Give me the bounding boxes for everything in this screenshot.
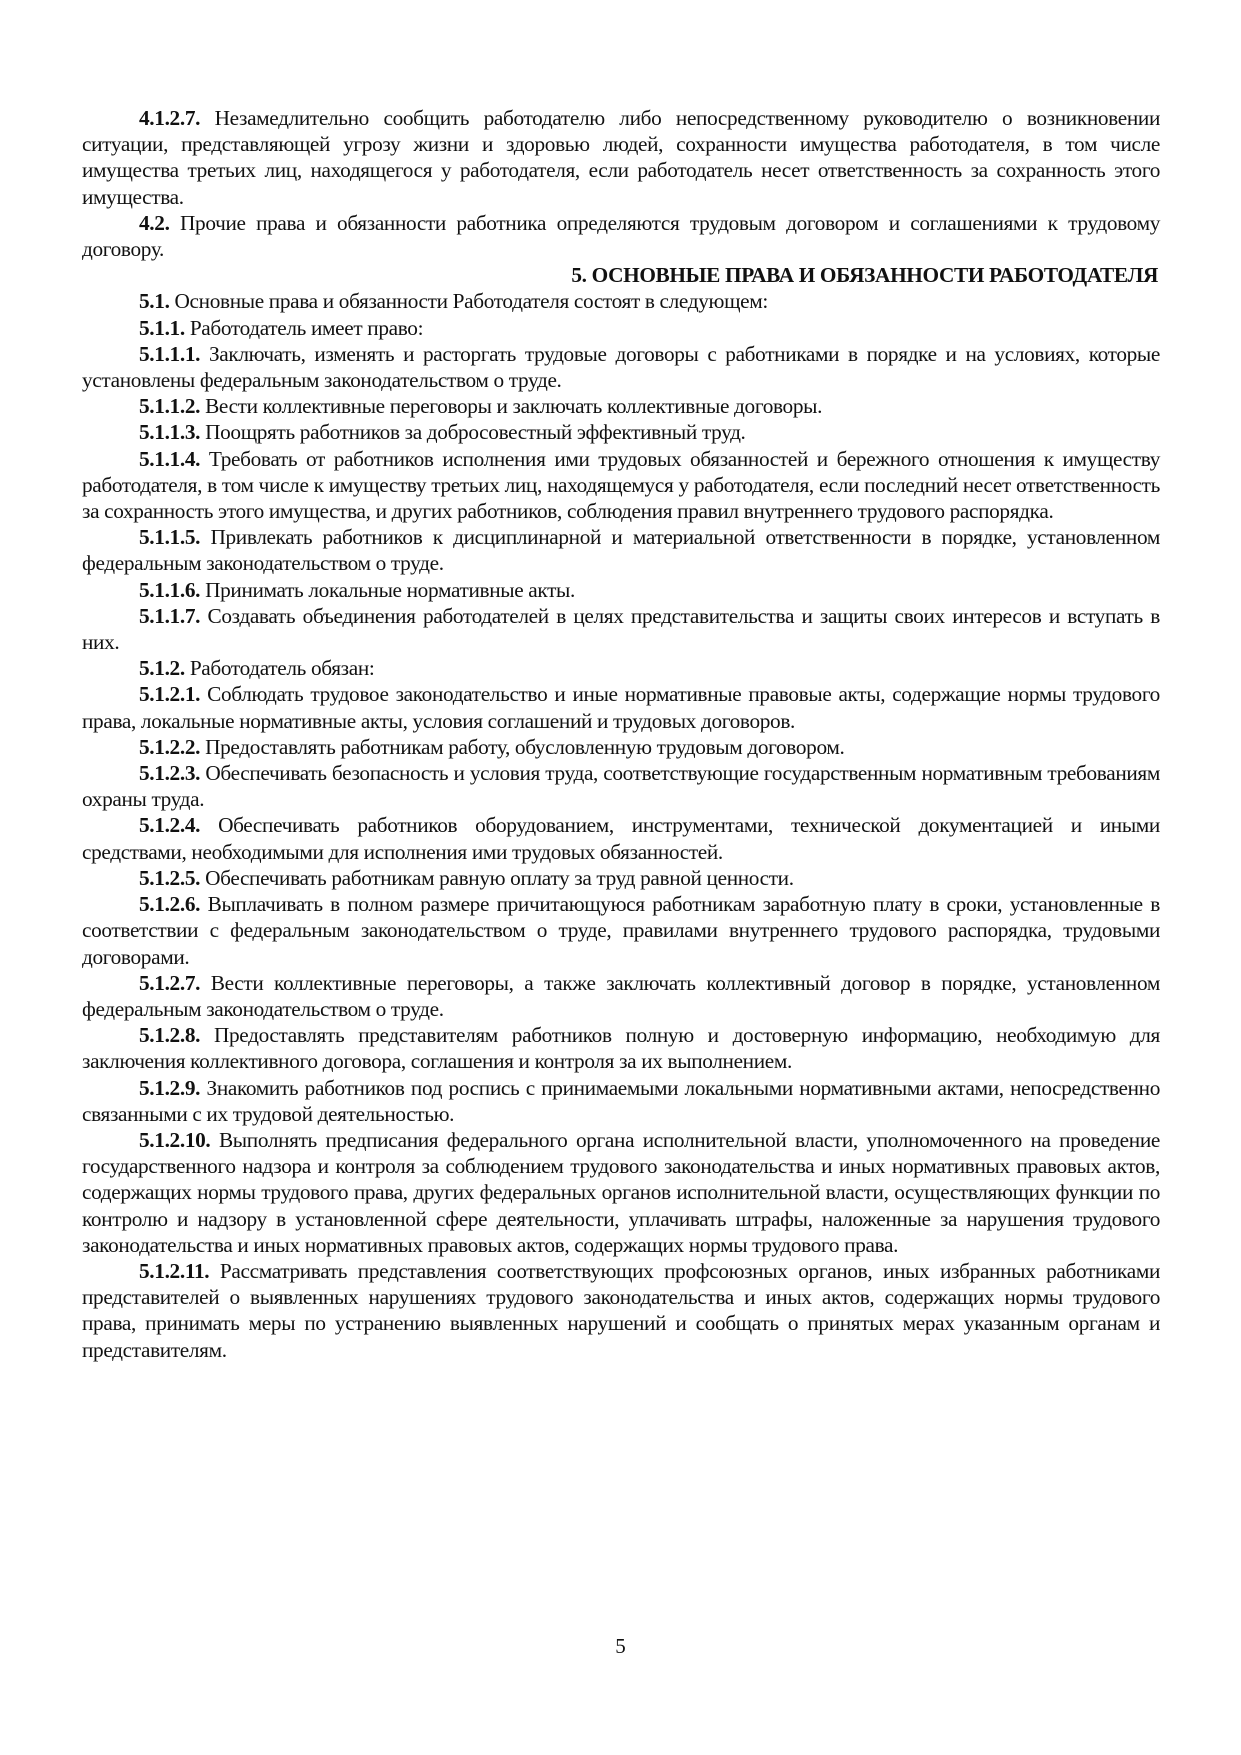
- paragraph: [82, 524, 1160, 576]
- paragraph: [82, 970, 1160, 1022]
- clause-number: 5.1.1.5.: [139, 525, 201, 550]
- paragraph: [82, 577, 1160, 603]
- clause-text: Выполнять предписания федерального органа исполнительной власти, уполномоченного на проведение государственного надзора и контроля за соблюдением трудового законодательства и иных нормативных правовых актов, содержащих нормы трудового права, других федеральных органов исполнительной власти, осуществляющих функции по контролю и надзору в установленной сфере деятельности, уплачивать штрафы, наложенные за нарушения трудового законодательства и иных нормативных правовых актов, содержащих нормы трудового права.: [82, 1127, 1160, 1257]
- clause-text: Вести коллективные переговоры и заключать коллективные договоры.: [205, 394, 823, 419]
- paragraph: [82, 1075, 1160, 1127]
- clause-number: 5.1.1.7.: [139, 603, 201, 628]
- clause-text: Принимать локальные нормативные акты.: [205, 577, 575, 602]
- clause-number: 5.1.1.2.: [139, 394, 201, 419]
- clause-text: Выплачивать в полном размере причитающуюся работникам заработную плату в сроки, установленные в соответствии с федеральным законодательством о труде, правилами внутреннего трудового распорядка, трудовыми договорами.: [82, 892, 1160, 969]
- clause-number: 5.1.2.9.: [139, 1075, 201, 1100]
- clause-text: Основные права и обязанности Работодателя состоят в следующем:: [174, 289, 768, 314]
- clause-text: Вести коллективные переговоры, а также заключать коллективный договор в порядке, установленном федеральным законодательством о труде.: [82, 970, 1160, 1021]
- clause-text: Знакомить работников под роспись с принимаемыми локальными нормативными актами, непосредственно связанными с их трудовой деятельностью.: [82, 1075, 1161, 1126]
- clause-number: 5.1.2.6.: [139, 892, 201, 917]
- paragraph: [82, 288, 1160, 314]
- clause-text: Предоставлять работникам работу, обусловленную трудовым договором.: [205, 734, 845, 759]
- clause-number: 5.1.: [139, 289, 170, 314]
- document-page: [82, 105, 1160, 1363]
- clause-text: Соблюдать трудовое законодательство и иные нормативные правовые акты, содержащие нормы трудового права, локальные нормативные акты, условия соглашений и трудовых договоров.: [82, 682, 1160, 733]
- paragraph: [82, 734, 1160, 760]
- paragraph: [82, 655, 1160, 681]
- paragraph: [82, 603, 1160, 655]
- paragraph: [82, 446, 1160, 525]
- paragraph-4-1-2-7: [82, 105, 1160, 210]
- clause-number: 5.1.2.4.: [139, 813, 201, 838]
- clause-number: 5.1.2.10.: [139, 1127, 211, 1152]
- clause-text: Обеспечивать безопасность и условия труда, соответствующие государственным нормативным требованиям охраны труда.: [82, 761, 1160, 812]
- clause-text: Обеспечивать работникам равную оплату за труд равной ценности.: [205, 865, 794, 890]
- page-number: 5: [615, 1634, 626, 1658]
- paragraph: [82, 1258, 1160, 1363]
- clause-text: Рассматривать представления соответствующих профсоюзных органов, иных избранных работниками представителей о выявленных нарушениях трудового законодательства и иных актов, содержащих нормы трудового права, принимать меры по устранению выявленных нарушений и сообщать о принятых мерах указанным органам и представителям.: [82, 1258, 1160, 1362]
- paragraph: [82, 315, 1160, 341]
- clause-number: 5.1.2.7.: [139, 970, 201, 995]
- paragraph: [82, 419, 1160, 445]
- paragraph-4-2: [82, 210, 1160, 262]
- clause-number: 5.1.1.: [139, 315, 185, 340]
- paragraph: [82, 681, 1160, 733]
- paragraph: [82, 760, 1160, 812]
- clause-text: Поощрять работников за добросовестный эффективный труд.: [205, 420, 746, 445]
- clause-text: Создавать объединения работодателей в целях представительства и защиты своих интересов и вступать в них.: [82, 603, 1160, 655]
- paragraph: [82, 1022, 1160, 1074]
- paragraph: [82, 341, 1160, 393]
- paragraph: [82, 891, 1160, 970]
- clause-text: Предоставлять представителям работников полную и достоверную информацию, необходимую для заключения коллективного договора, соглашения и контроля за их выполнением.: [82, 1023, 1160, 1074]
- clause-text: Работодатель имеет право:: [189, 315, 424, 340]
- paragraph: [82, 812, 1160, 864]
- paragraph: [82, 1127, 1160, 1258]
- clause-number: 5.1.2.3.: [139, 761, 201, 786]
- clause-number: 5.1.2.5.: [139, 865, 201, 890]
- clause-number: 5.1.1.1.: [139, 341, 201, 366]
- clause-number: 5.1.2.1.: [139, 682, 201, 707]
- clause-number: 5.1.2.: [139, 656, 185, 681]
- clause-number: 5.1.2.11.: [139, 1258, 210, 1283]
- clause-number: 5.1.1.4.: [139, 446, 201, 471]
- clause-number: 5.1.1.6.: [139, 577, 201, 602]
- clause-text: Работодатель обязан:: [189, 656, 375, 681]
- clause-number: 5.1.1.3.: [139, 420, 201, 445]
- clause-text: Прочие права и обязанности работника определяются трудовым договором и соглашениями к трудовому договору.: [82, 210, 1160, 262]
- clause-text: Привлекать работников к дисциплинарной и материальной ответственности в порядке, установленном федеральным законодательством о труде.: [82, 525, 1160, 576]
- clause-text: Обеспечивать работников оборудованием, инструментами, технической документацией и иными средствами, необходимыми для исполнения ими трудовых обязанностей.: [82, 813, 1160, 864]
- clause-number: 4.2.: [139, 210, 170, 235]
- paragraph: [82, 865, 1160, 891]
- clause-number: 5.1.2.2.: [139, 734, 201, 759]
- clause-text: Незамедлительно сообщить работодателю либо непосредственному руководителю о возникновении ситуации, представляющей угрозу жизни и здоровью людей, сохранности имущества работодателя, в том числе имущества третьих лиц, находящегося у работодателя, если работодатель несет ответственность за сохранность этого имущества.: [82, 106, 1160, 209]
- clause-text: Требовать от работников исполнения ими трудовых обязанностей и бережного отношения к имуществу работодателя, в том числе к имуществу третьих лиц, находящемуся у работодателя, если последний несет ответственность за сохранность этого имущества, и других работников, соблюдения правил внутреннего трудового распорядка.: [82, 446, 1160, 524]
- clause-number: 5.1.2.8.: [139, 1023, 201, 1048]
- clause-number: 4.1.2.7.: [139, 106, 201, 130]
- clause-text: Заключать, изменять и расторгать трудовые договоры с работниками в порядке и на условиях, которые установлены федеральным законодательством о труде.: [82, 341, 1160, 393]
- paragraph: [82, 393, 1160, 419]
- section-heading: 5. ОСНОВНЫЕ ПРАВА И ОБЯЗАННОСТИ РАБОТОДАТЕЛЯ: [571, 263, 1158, 288]
